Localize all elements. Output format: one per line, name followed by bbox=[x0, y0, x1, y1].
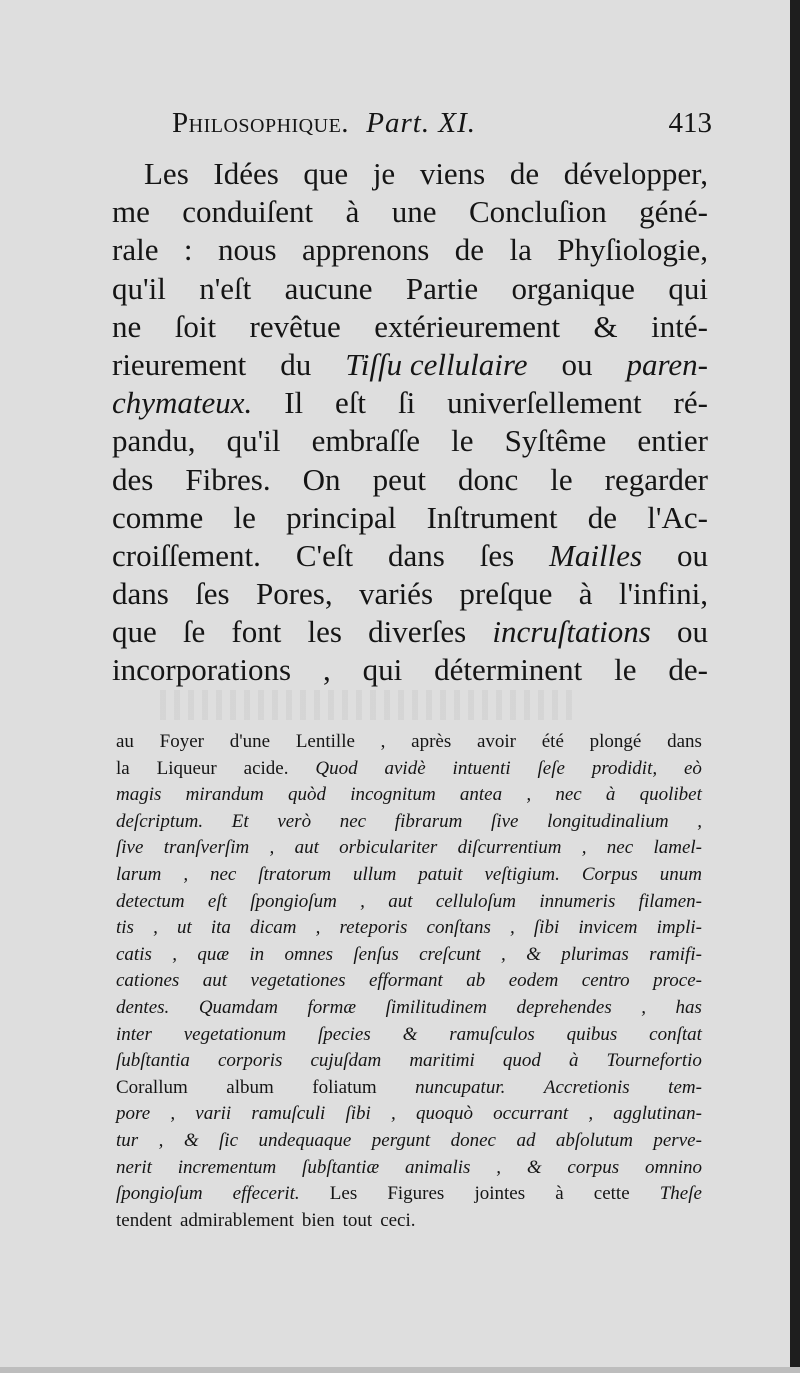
header-part: Part. XI. bbox=[366, 107, 476, 139]
word: Concluſion bbox=[468, 194, 607, 230]
word: chymateux. bbox=[112, 385, 253, 421]
word: comme bbox=[112, 499, 204, 535]
footnote-word: conſtat bbox=[649, 1023, 702, 1045]
word: & bbox=[593, 308, 618, 344]
word: Les bbox=[144, 156, 189, 191]
footnote-word: incrementum bbox=[177, 1156, 277, 1178]
footnote-word: , bbox=[269, 837, 275, 859]
footnote-word: Accretionis bbox=[543, 1076, 630, 1098]
text-line bbox=[112, 308, 708, 346]
footnote-word: nec bbox=[606, 837, 634, 859]
word: déterminent bbox=[434, 652, 583, 688]
footnote-word: , bbox=[380, 731, 386, 752]
text-line bbox=[112, 231, 708, 269]
word: à bbox=[578, 576, 593, 612]
footnote-word: quoquò bbox=[415, 1103, 473, 1125]
footnote-line bbox=[116, 1075, 702, 1102]
footnote-word: , bbox=[588, 1103, 594, 1125]
footnote-word: , bbox=[697, 810, 702, 832]
footnote-word: proce- bbox=[653, 970, 702, 992]
footnote-word: tendent bbox=[116, 1209, 172, 1231]
word: l'infini, bbox=[618, 576, 708, 612]
footnote-line bbox=[116, 915, 702, 942]
footnote-word: ramuſculos bbox=[449, 1023, 535, 1045]
word: Inſtrument bbox=[426, 499, 558, 535]
footnote-word: à bbox=[605, 784, 616, 806]
footnote-word: ſenſus bbox=[353, 943, 399, 965]
word: du bbox=[280, 346, 312, 382]
footnote-word: tout bbox=[342, 1209, 373, 1231]
footnote-line bbox=[116, 782, 702, 809]
footnote-line bbox=[116, 1128, 702, 1155]
footnote-word: incognitum bbox=[350, 784, 436, 806]
footnote-word: admirablement bbox=[179, 1209, 294, 1231]
footnote-word: nuncupatur. bbox=[415, 1076, 506, 1098]
footnote-word: aut bbox=[202, 970, 228, 992]
footnote-word: , bbox=[183, 863, 189, 885]
footnote-word: perve- bbox=[653, 1129, 702, 1151]
word: embraſſe bbox=[311, 423, 421, 459]
footnote-line bbox=[116, 756, 702, 783]
footnote-word: longitudinalium bbox=[547, 810, 669, 832]
word: dans bbox=[112, 576, 169, 612]
word: principal bbox=[286, 499, 397, 535]
word: le bbox=[614, 652, 637, 688]
footnote-word: nerit bbox=[116, 1156, 152, 1178]
footnote-word: unum bbox=[659, 863, 702, 885]
footnote-word: orbiculariter bbox=[339, 837, 438, 859]
word: une bbox=[391, 194, 437, 230]
footnote-word: plongé bbox=[589, 731, 642, 752]
word: le bbox=[550, 461, 573, 497]
footnote-word: Theſe bbox=[659, 1183, 702, 1205]
footnote-word: , bbox=[496, 1156, 501, 1178]
word: incruſtations bbox=[492, 614, 651, 650]
footnote-word: , bbox=[510, 917, 515, 939]
footnote-word: verò bbox=[277, 810, 312, 832]
footnote-word: varii bbox=[195, 1103, 232, 1125]
text-line bbox=[112, 193, 708, 231]
footnote-word: quibus bbox=[566, 1023, 618, 1045]
footnote-word: conſtans bbox=[426, 917, 491, 939]
word: Idées bbox=[213, 156, 279, 191]
word: dans bbox=[387, 537, 445, 573]
word: , bbox=[322, 652, 331, 688]
footnote-word: Foyer bbox=[159, 731, 204, 752]
text-line bbox=[112, 651, 708, 689]
footnote-word: Liqueur bbox=[156, 757, 217, 779]
footnote-word: , bbox=[172, 943, 177, 965]
footnote-word: quod bbox=[502, 1050, 541, 1072]
footnote-word: maritimi bbox=[409, 1050, 475, 1072]
footnote-line bbox=[116, 968, 702, 995]
word: les bbox=[307, 614, 342, 650]
footnote-word: ſubſtantia bbox=[116, 1050, 190, 1072]
footnote-word: , bbox=[153, 917, 158, 939]
word: l'Ac- bbox=[647, 499, 708, 535]
text-line bbox=[112, 384, 708, 422]
footnote-word: bien bbox=[301, 1209, 335, 1231]
footnote-word: ſeſe bbox=[537, 757, 565, 779]
footnote-word: , bbox=[158, 1129, 164, 1151]
footnote-word: vegetationes bbox=[250, 970, 346, 992]
footnote-word: ad bbox=[516, 1129, 536, 1151]
footnote-word: nec bbox=[339, 810, 367, 832]
word: peut bbox=[372, 461, 426, 497]
footnote-word: creſcunt bbox=[419, 943, 481, 965]
footnote-word: , bbox=[526, 784, 532, 806]
footnote-word: omnino bbox=[644, 1156, 702, 1178]
show-through-text bbox=[160, 690, 580, 720]
footnote-word: , bbox=[391, 1103, 396, 1125]
main-text bbox=[112, 155, 708, 690]
footnote-word: ſibi bbox=[533, 917, 560, 939]
word: de bbox=[587, 499, 617, 535]
footnote-word: dicam bbox=[250, 917, 297, 939]
word: pandu, bbox=[112, 423, 196, 459]
word: Mailles bbox=[549, 537, 643, 573]
footnote-word: Corpus bbox=[581, 863, 638, 885]
word: de bbox=[454, 232, 485, 268]
footnote-word: ut bbox=[176, 917, 192, 939]
footnote-word: has bbox=[675, 996, 702, 1018]
page-bottom-edge bbox=[0, 1367, 800, 1373]
footnote-line bbox=[116, 809, 702, 836]
footnote-word: album bbox=[226, 1076, 274, 1098]
footnote-word: prodidit, bbox=[591, 757, 658, 779]
word: des bbox=[112, 461, 154, 497]
footnote-word: effecerit. bbox=[232, 1183, 300, 1205]
footnote-word: plurimas bbox=[561, 943, 629, 965]
word: géné- bbox=[639, 194, 708, 230]
word: Tiſſu cellulaire bbox=[345, 346, 528, 382]
footnote-word: eſt bbox=[207, 890, 227, 912]
footnote-word: deſcriptum. bbox=[116, 810, 204, 832]
word: Il bbox=[284, 385, 304, 421]
footnote-word: nec bbox=[209, 863, 237, 885]
word: rale bbox=[112, 232, 159, 268]
footnote-word: ſpongioſum bbox=[116, 1183, 203, 1205]
footnote-line bbox=[116, 1208, 702, 1235]
word: la bbox=[509, 232, 532, 268]
word: univerſellement bbox=[447, 385, 642, 421]
footnote-word: donec bbox=[450, 1129, 496, 1151]
text-line bbox=[112, 155, 708, 193]
footnote-word: lamel- bbox=[653, 837, 702, 859]
footnote-word: ullum bbox=[353, 863, 397, 885]
footnote-word: ramifi- bbox=[649, 943, 702, 965]
footnote-word: ſic bbox=[219, 1129, 239, 1151]
footnote-word: deprehendes bbox=[516, 996, 612, 1018]
footnote-word: agglutinan- bbox=[613, 1103, 702, 1125]
word: variés bbox=[358, 576, 434, 612]
footnote-word: corporis bbox=[218, 1050, 283, 1072]
footnote-word: pore bbox=[116, 1103, 151, 1125]
footnote-word: , bbox=[641, 996, 647, 1018]
footnote-line bbox=[116, 862, 702, 889]
word: je bbox=[372, 156, 396, 191]
footnote-word: catis bbox=[116, 943, 152, 965]
footnote-word: ceci. bbox=[380, 1209, 416, 1231]
word: font bbox=[231, 614, 282, 650]
footnote-word: animalis bbox=[404, 1156, 471, 1178]
word: C'eſt bbox=[295, 537, 354, 573]
footnote-word: undequaque bbox=[258, 1129, 352, 1151]
text-line bbox=[112, 461, 708, 499]
footnote-word: detectum bbox=[116, 890, 185, 912]
footnote-word: mirandum bbox=[185, 784, 264, 806]
word: que bbox=[112, 614, 157, 650]
word: ou bbox=[676, 614, 708, 650]
running-header bbox=[172, 103, 712, 143]
footnote-word: centro bbox=[581, 970, 630, 992]
footnote-word: dentes. bbox=[116, 996, 170, 1018]
footnote-word: pergunt bbox=[371, 1129, 431, 1151]
footnote-word: antea bbox=[459, 784, 503, 806]
footnote-line bbox=[116, 995, 702, 1022]
footnote-word: cujuſdam bbox=[310, 1050, 382, 1072]
footnote-word: , bbox=[360, 890, 365, 912]
footnote-word: inter bbox=[116, 1023, 152, 1045]
word: de bbox=[509, 156, 540, 191]
word: diverſes bbox=[368, 614, 467, 650]
footnote-word: tranſverſim bbox=[163, 837, 250, 859]
text-line bbox=[112, 499, 708, 537]
word: développer, bbox=[563, 156, 708, 191]
footnote-line bbox=[116, 1101, 702, 1128]
word: ſes bbox=[195, 576, 230, 612]
footnote-word: avoir bbox=[476, 731, 517, 752]
footnote-word: tis bbox=[116, 917, 134, 939]
word: extérieurement bbox=[374, 308, 561, 344]
word: Phyſiologie, bbox=[557, 232, 708, 268]
word: ſi bbox=[397, 385, 416, 421]
word: ou bbox=[676, 537, 708, 573]
footnote-word: ſibi bbox=[345, 1103, 371, 1125]
footnote-word: occurrant bbox=[493, 1103, 569, 1125]
footnote-word: filamen- bbox=[638, 890, 702, 912]
footnote-word: vegetationum bbox=[183, 1023, 287, 1045]
word: n'eſt bbox=[199, 270, 252, 306]
footnote-word: intuenti bbox=[452, 757, 511, 779]
footnote-line bbox=[116, 835, 702, 862]
word: ré- bbox=[673, 385, 708, 421]
footnote-word: acide. bbox=[243, 757, 289, 779]
footnote-word: & bbox=[526, 943, 541, 965]
footnote-line bbox=[116, 889, 702, 916]
footnote-word: magis bbox=[116, 784, 162, 806]
footnote-word: aut bbox=[388, 890, 413, 912]
text-line bbox=[112, 537, 708, 575]
footnote-word: Les bbox=[329, 1183, 358, 1205]
word: que bbox=[303, 156, 349, 191]
footnote-word: abſolutum bbox=[555, 1129, 633, 1151]
footnote-word: après bbox=[411, 731, 452, 752]
word: me bbox=[112, 194, 150, 230]
word: ou bbox=[561, 346, 593, 382]
footnote-word: diſcurrentium bbox=[457, 837, 562, 859]
footnote-word: à bbox=[555, 1183, 564, 1205]
word: de- bbox=[668, 652, 708, 688]
word: le bbox=[233, 499, 256, 535]
footnote-word: impli- bbox=[656, 917, 702, 939]
footnote-word: , bbox=[170, 1103, 176, 1125]
footnote-word: ſive bbox=[116, 837, 144, 859]
footnote-word: dans bbox=[667, 731, 702, 752]
word: incorporations bbox=[112, 652, 292, 688]
footnote-word: fibrarum bbox=[394, 810, 463, 832]
footnote-word: innumeris bbox=[539, 890, 616, 912]
footnote-word: ſive bbox=[491, 810, 519, 832]
word: regarder bbox=[604, 461, 708, 497]
footnote-word: formæ bbox=[307, 996, 357, 1018]
word: eſt bbox=[335, 385, 367, 421]
footnote-word: Figures bbox=[387, 1183, 445, 1205]
word: qu'il bbox=[226, 423, 281, 459]
word: : bbox=[183, 232, 193, 268]
footnote-word: ſpongioſum bbox=[250, 890, 337, 912]
footnote-word: Et bbox=[231, 810, 249, 832]
footnote-word: la bbox=[116, 757, 130, 779]
word: le bbox=[451, 423, 474, 459]
word: organique bbox=[511, 270, 635, 306]
text-line bbox=[112, 422, 708, 460]
footnote-word: , bbox=[581, 837, 587, 859]
word: croiſſement. bbox=[112, 537, 261, 573]
word: qu'il bbox=[112, 270, 166, 306]
footnote-word: ſtratorum bbox=[258, 863, 332, 885]
word: qui bbox=[668, 270, 708, 306]
footnote-word: d'une bbox=[229, 731, 271, 752]
word: à bbox=[345, 194, 360, 230]
footnote-word: à bbox=[568, 1050, 579, 1072]
word: ne bbox=[112, 308, 142, 344]
word: Fibres. bbox=[185, 461, 271, 497]
word: ſe bbox=[182, 614, 206, 650]
footnote-word: ſubſtantiæ bbox=[302, 1156, 380, 1178]
footnote-line bbox=[116, 942, 702, 969]
footnote-word: foliatum bbox=[312, 1076, 377, 1098]
footnote-word: & bbox=[183, 1129, 199, 1151]
text-line bbox=[112, 575, 708, 613]
word: ſes bbox=[479, 537, 515, 573]
footnote-line bbox=[116, 1048, 702, 1075]
footnote-word: cationes bbox=[116, 970, 180, 992]
footnote-word: avidè bbox=[384, 757, 426, 779]
word: donc bbox=[457, 461, 519, 497]
footnote-word: Quod bbox=[315, 757, 358, 779]
text-line bbox=[112, 270, 708, 308]
footnote-word: in bbox=[249, 943, 265, 965]
footnote-word: Tournefortio bbox=[606, 1050, 702, 1072]
word: Pores, bbox=[255, 576, 333, 612]
footnote-word: ita bbox=[210, 917, 231, 939]
word: viens bbox=[419, 156, 486, 191]
footnote-word: Quamdam bbox=[198, 996, 278, 1018]
footnote-word: omnes bbox=[284, 943, 334, 965]
footnote-word: nec bbox=[555, 784, 582, 806]
footnote-word: quæ bbox=[197, 943, 230, 965]
footnote-word: invicem bbox=[578, 917, 638, 939]
footnote-word: efformant bbox=[368, 970, 443, 992]
footnote-word: ramuſculi bbox=[251, 1103, 326, 1125]
footnote-word: corpus bbox=[567, 1156, 620, 1178]
header-title: Philosophique. bbox=[172, 107, 350, 139]
word: preſque bbox=[459, 576, 553, 612]
footnote-word: été bbox=[541, 731, 564, 752]
word: Syſtême bbox=[504, 423, 607, 459]
footnote-line bbox=[116, 729, 702, 756]
footnote-word: larum bbox=[116, 863, 162, 885]
word: aucune bbox=[284, 270, 373, 306]
footnote-word: ſimilitudinem bbox=[385, 996, 487, 1018]
word: ſoit bbox=[174, 308, 217, 344]
footnote-word: tur bbox=[116, 1129, 139, 1151]
word: nous bbox=[217, 232, 277, 268]
footnote-word: aut bbox=[294, 837, 319, 859]
page-number: 413 bbox=[668, 107, 712, 139]
text-line bbox=[112, 613, 708, 651]
footnote-line bbox=[116, 1022, 702, 1049]
footnote-line bbox=[116, 1155, 702, 1182]
word: inté- bbox=[651, 308, 708, 344]
word: rieurement bbox=[112, 346, 247, 382]
footnote-word: ſpecies bbox=[317, 1023, 371, 1045]
footnote-word: , bbox=[501, 943, 506, 965]
footnote-word: & bbox=[526, 1156, 542, 1178]
footnote-word: quolibet bbox=[639, 784, 702, 806]
word: paren- bbox=[626, 346, 708, 382]
footnote-word: quòd bbox=[287, 784, 326, 806]
footnote-word: ab bbox=[466, 970, 486, 992]
word: On bbox=[302, 461, 341, 497]
footnote-word: celluloſum bbox=[435, 890, 517, 912]
footnote-word: Lentille bbox=[295, 731, 355, 752]
word: entier bbox=[637, 423, 708, 459]
word: conduiſent bbox=[182, 194, 314, 230]
footnote-word: , bbox=[315, 917, 321, 939]
word: qui bbox=[362, 652, 403, 688]
footnote-word: au bbox=[116, 731, 134, 752]
page-edge-shadow bbox=[790, 0, 800, 1373]
footnote-word: jointes bbox=[474, 1183, 526, 1205]
word: revêtue bbox=[249, 308, 341, 344]
footnote-word: reteporis bbox=[339, 917, 408, 939]
footnote-word: eodem bbox=[508, 970, 559, 992]
footnote-line bbox=[116, 1181, 702, 1208]
footnote-word: tem- bbox=[668, 1076, 702, 1098]
footnote-word: & bbox=[402, 1023, 418, 1045]
footnote-word: patuit bbox=[418, 863, 463, 885]
word: apprenons bbox=[301, 232, 430, 268]
footnote-word: veſtigium. bbox=[484, 863, 560, 885]
footnote-text bbox=[116, 729, 702, 1234]
footnote-word: eò bbox=[684, 757, 702, 779]
footnote-word: cette bbox=[593, 1183, 630, 1205]
footnote-word: Corallum bbox=[116, 1076, 188, 1098]
word: Partie bbox=[405, 270, 479, 306]
text-line bbox=[112, 346, 708, 384]
